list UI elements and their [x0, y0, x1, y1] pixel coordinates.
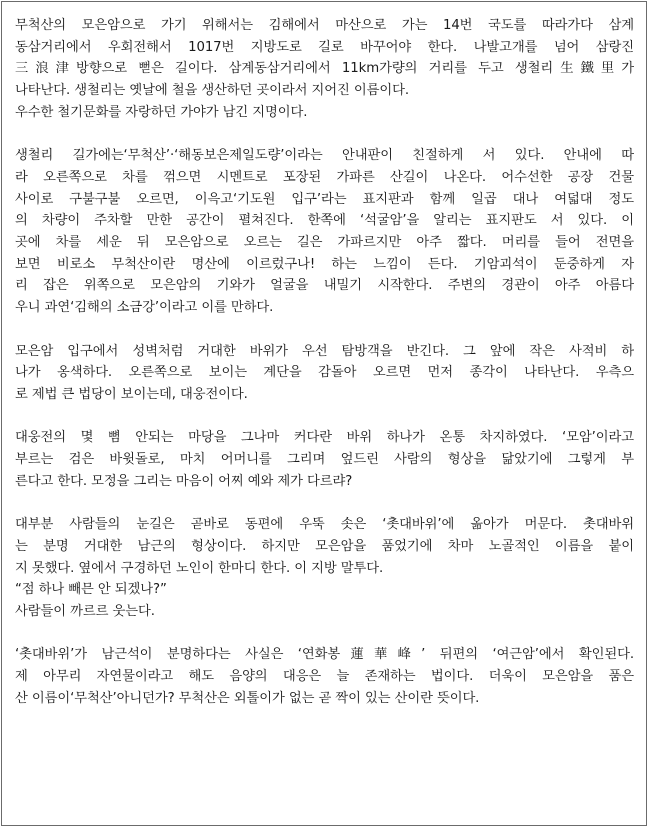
- paragraph: [15, 427, 634, 492]
- text-line: 우수한 철기문화를 자랑하던 가야가 남긴 지명이다.: [15, 104, 308, 120]
- text-line: 곳에 차를 세운 뒤 모은암으로 오르는 길은 가파르지만 아주 짧다. 머리를 들어 전면을: [15, 235, 634, 251]
- paragraph: [15, 15, 634, 124]
- text-line: 생철리 길가에는‘무척산’·‘해동보은제일도량’이라는 안내판이 친절하게 서 있다. 안내에 따: [15, 148, 634, 164]
- text-line: 로 제법 큰 법당이 보이는데, 대웅전이다.: [15, 386, 248, 402]
- paragraph: [15, 145, 634, 319]
- text-line: 사이로 구불구불 오르면, 이윽고‘기도원 입구’라는 표지판과 함께 일곱 대나 여덟대 정도: [15, 191, 634, 207]
- text-line: 는 분명 거대한 남근의 형상이다. 하지만 모은암을 품었기에 차마 노골적인 이름을 붙이: [15, 538, 634, 554]
- paragraph-gap: [15, 124, 634, 146]
- text-line: 나가 옹색하다. 오른쪽으로 보이는 계단을 감돌아 오르면 먼저 종각이 나타난다. 우측으: [15, 365, 634, 381]
- text-line: 산 이름이‘무척산’아니던가? 무척산은 외톨이가 없는 곧 짝이 있는 산이란 뜻이다.: [15, 690, 480, 706]
- text-line: 동삼거리에서 우회전해서 1017번 지방도로 길로 바꾸어야 한다. 나발고개를 넘어 삼랑진: [15, 39, 634, 55]
- paragraph: [15, 514, 634, 623]
- text-line: 제 아무리 자연물이라고 해도 음양의 대응은 늘 존재하는 법이다. 더욱이 모은암을 품은: [15, 669, 634, 685]
- paragraph-gap: [15, 492, 634, 514]
- paragraph-gap: [15, 623, 634, 645]
- text-line: 른다고 한다. 모정을 그리는 마음이 어찌 예와 제가 다르랴?: [15, 473, 353, 489]
- text-line: 지 못했다. 옆에서 구경하던 노인이 한마디 한다. 이 지방 말투다.: [15, 560, 384, 576]
- text-line: 우니 과연‘김해의 소금강’이라고 이를 만하다.: [15, 300, 274, 316]
- document-frame: [1, 1, 647, 826]
- text-line: 라 오른쪽으로 차를 꺾으면 시멘트로 포장된 가파른 산길이 나온다. 어수선한 공장 건물: [15, 169, 634, 185]
- paragraph-gap: [15, 406, 634, 428]
- article-body: [15, 15, 634, 709]
- text-line: 모은암 입구에서 성벽처럼 거대한 바위가 우선 탐방객을 반긴다. 그 앞에 작은 사적비 하: [15, 343, 634, 359]
- text-line: 三浪津방향으로 뻗은 길이다. 삼계동삼거리에서 11km가량의 거리를 두고 생철리生鐵里가: [15, 61, 634, 77]
- text-line: 부르는 검은 바윗돌로, 마치 어머니를 그리며 엎드린 사람의 형상을 닮았기에 그렇게 부: [15, 452, 634, 468]
- paragraph: [15, 644, 634, 709]
- text-line: 대웅전의 몇 뼘 안되는 마당을 그나마 커다란 바위 하나가 온통 차지하였다. ‘모암’이라고: [15, 430, 634, 446]
- text-line: 대부분 사람들의 눈길은 곧바로 동편에 우뚝 솟은 ‘촛대바위’에 옮아가 머문다. 촛대바위: [15, 517, 634, 533]
- text-line: 의 차량이 주차할 만한 공간이 펼쳐진다. 한쪽에 ‘석굴암’을 알리는 표지판도 서 있다. 이: [15, 213, 634, 229]
- text-line: ‘촛대바위’가 남근석이 분명하다는 사실은 ‘연화봉蓮華峰’ 뒤편의 ‘여근암’에서 확인된다.: [15, 647, 634, 663]
- text-line: “점 하나 빼믄 안 되겠나?”: [15, 582, 167, 598]
- paragraph-gap: [15, 319, 634, 341]
- text-line: 무척산의 모은암으로 가기 위해서는 김해에서 마산으로 가는 14번 국도를 따라가다 삼계: [15, 18, 634, 33]
- paragraph: [15, 341, 634, 406]
- text-line: 보면 비로소 무척산이란 명산에 이르렀구나! 하는 느낌이 든다. 기암괴석이 둔중하게 자: [15, 256, 634, 272]
- text-line: 사람들이 까르르 웃는다.: [15, 603, 155, 619]
- text-line: 나타난다. 생철리는 옛날에 철을 생산하던 곳이라서 지어진 이름이다.: [15, 83, 409, 99]
- text-line: 리 잡은 위쪽으로 모은암의 기와가 얼굴을 내밀기 시작한다. 주변의 경관이 아주 아름다: [15, 278, 634, 294]
